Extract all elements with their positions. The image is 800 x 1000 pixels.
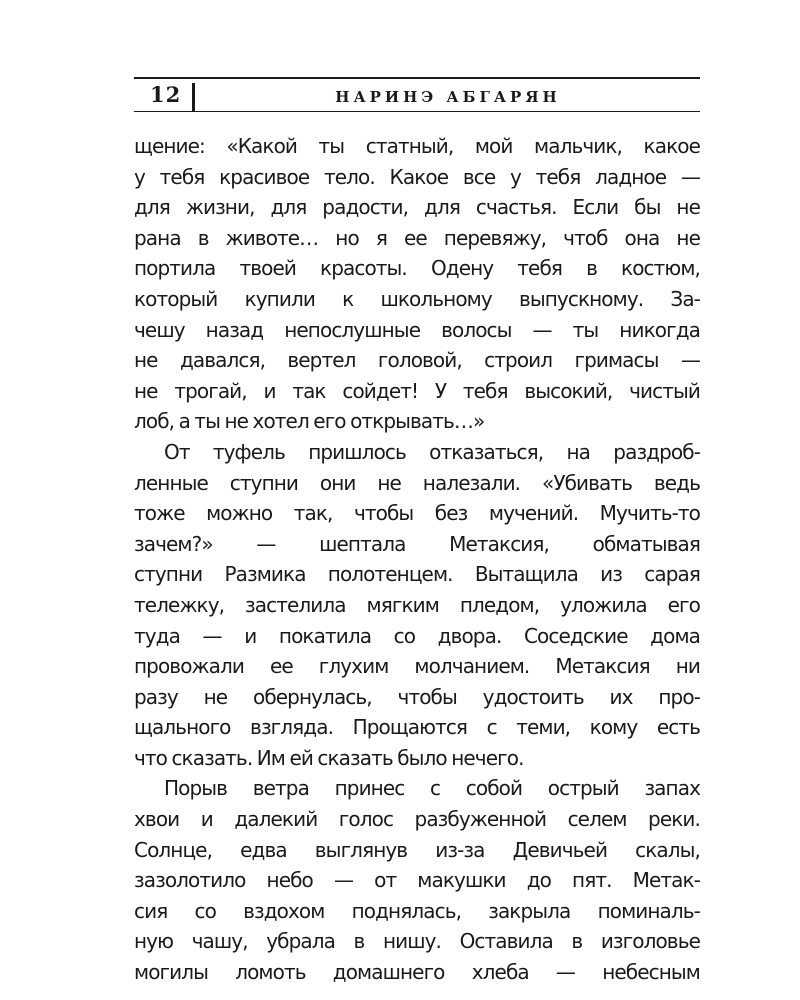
text-line: зазолотило небо — от макушки до пят. Метак-	[134, 868, 700, 893]
text-line: тележку, застелила мягким пледом, уложила его	[134, 592, 700, 617]
text-line: хвои и далекий голос разбуженной селем реки.	[134, 807, 700, 832]
text-line: ступни Размика полотенцем. Вытащила из сарая	[134, 562, 700, 587]
text-line: у тебя красивое тело. Какое все у тебя ладное —	[134, 164, 700, 189]
text-line: чешу назад непослушные волосы — ты никогда	[134, 317, 700, 342]
text-line: не трогай, и так сойдет! У тебя высокий, чистый	[134, 378, 700, 403]
text-line: лоб, а ты не хотел его открывать…»	[134, 409, 485, 434]
page-number: 12	[150, 82, 182, 107]
text-line: щение: «Какой ты статный, мой мальчик, какое	[134, 134, 700, 158]
text-line: туда — и покатила со двора. Соседские дома	[134, 623, 700, 648]
text-line: Порыв ветра принес с собой острый запах	[164, 776, 700, 801]
text-line: От туфель пришлось отказаться, на раздроб-	[164, 439, 700, 464]
text-line: портила твоей красоты. Одену тебя в костюм,	[134, 256, 700, 281]
running-title: НАРИНЭ АБГАРЯН	[335, 88, 561, 106]
text-line: могилы ломоть домашнего хлеба — небесным	[134, 960, 700, 985]
text-line: ную чашу, убрала в нишу. Оставила в изголовье	[134, 929, 700, 954]
header-divider	[192, 83, 195, 111]
text-line: разу не обернулась, чтобы удостоить их про-	[134, 684, 700, 709]
header-bottom-rule	[134, 111, 700, 112]
body-text	[134, 131, 700, 988]
text-line: что сказать. Им ей сказать было нечего.	[134, 745, 524, 770]
text-line: который купили к школьному выпускному. За-	[134, 286, 700, 311]
text-line: тоже можно так, чтобы без мучений. Мучить-то	[134, 501, 700, 526]
text-line: Солнце, едва выглянув из-за Девичьей скалы,	[134, 837, 700, 862]
text-line: ленные ступни они не налезали. «Убивать ведь	[134, 470, 700, 495]
text-line: не давался, вертел головой, строил гримасы —	[134, 348, 700, 373]
text-line: для жизни, для радости, для счастья. Если бы не	[134, 195, 700, 220]
text-line: рана в животе… но я ее перевяжу, чтоб она не	[134, 225, 700, 250]
header-top-rule	[134, 77, 700, 79]
text-line: сия со вздохом поднялась, закрыла поминаль-	[134, 898, 700, 923]
text-line: провожали ее глухим молчанием. Метаксия ни	[134, 654, 700, 679]
text-line: щального взгляда. Прощаются с теми, кому есть	[134, 715, 700, 740]
text-line: зачем?» — шептала Метаксия, обматывая	[134, 531, 700, 556]
